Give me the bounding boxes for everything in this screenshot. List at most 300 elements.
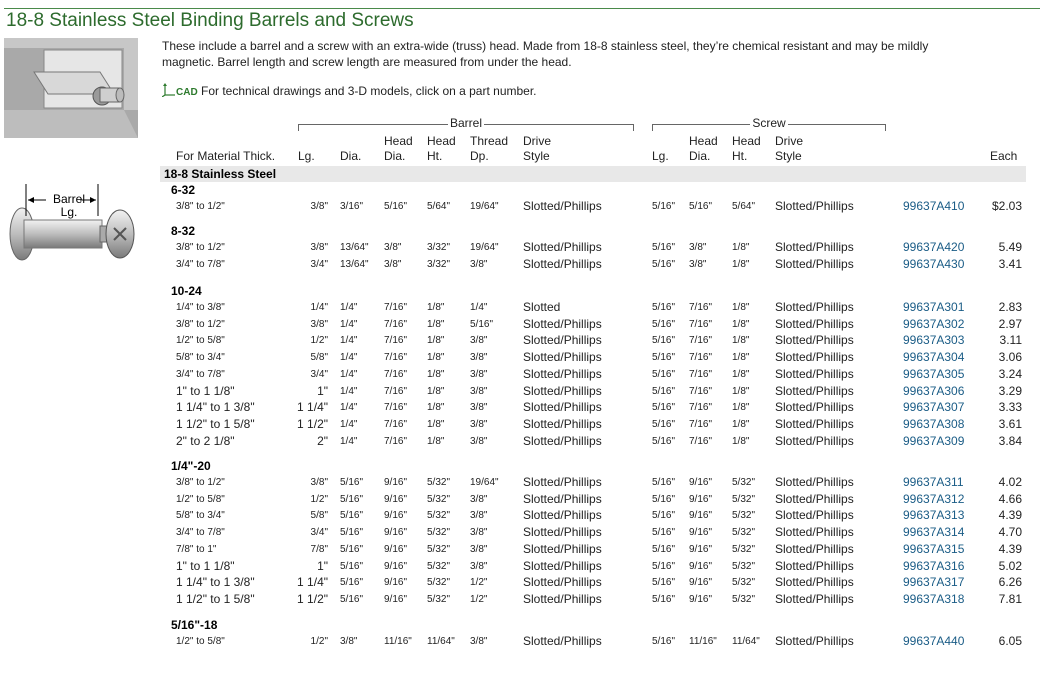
unit-price: 4.66 — [998, 491, 1022, 506]
screw-head-diameter: 7/16" — [689, 418, 713, 430]
screw-length: 5/16" — [652, 477, 676, 488]
barrel-diameter: 1/4" — [340, 318, 358, 330]
material-thickness: 3/4" to 7/8" — [176, 527, 225, 539]
screw-head-height: 1/8" — [732, 242, 750, 253]
screw-length: 5/16" — [652, 201, 676, 212]
barrel-head-height: 5/32" — [427, 510, 451, 522]
page-title: 18-8 Stainless Steel Binding Barrels and Screws — [6, 10, 414, 31]
screw-drive-style: Slotted/Phillips — [775, 400, 854, 415]
barrel-head-height: 1/8" — [427, 418, 445, 430]
barrel-head-height: 5/32" — [427, 593, 451, 605]
barrel-length: 3/4" — [310, 368, 328, 380]
material-band — [160, 166, 1026, 182]
barrel-drive-style: Slotted/Phillips — [523, 366, 602, 381]
part-number-link[interactable]: 99637A440 — [903, 634, 965, 648]
part-number-link[interactable]: 99637A314 — [903, 525, 965, 540]
material-thickness: 1" to 1 1/8" — [176, 558, 235, 573]
barrel-head-diameter: 7/16" — [384, 302, 408, 313]
part-number-link[interactable]: 99637A316 — [903, 558, 965, 573]
barrel-length: 3/8" — [310, 318, 328, 330]
material-thickness: 5/8" to 3/4" — [176, 510, 225, 522]
barrel-diameter: 13/64" — [340, 258, 369, 270]
barrel-head-diameter: 9/16" — [384, 510, 408, 522]
product-description: These include a barrel and a screw with an extra-wide (truss) head. Made from 18-8 stainless steel, they’re chemical resistant and may be mildly magnetic. Barrel length and screw length are measured from under the head. — [162, 39, 929, 69]
thread-depth: 19/64" — [470, 242, 499, 253]
barrel-head-height: 5/32" — [427, 493, 451, 505]
barrel-drive-style: Slotted/Phillips — [523, 634, 602, 648]
barrel-drive-style: Slotted/Phillips — [523, 491, 602, 506]
part-number-link[interactable]: 99637A430 — [903, 256, 965, 271]
material-thickness: 1 1/4" to 1 3/8" — [176, 575, 255, 590]
material-thickness: 2" to 2 1/8" — [176, 433, 235, 448]
part-number-link[interactable]: 99637A311 — [903, 475, 964, 489]
barrel-head-height: 5/32" — [427, 560, 451, 572]
barrel-group-label: Barrel — [449, 116, 482, 130]
section-thread-size: 5/16"-18 — [171, 618, 218, 632]
barrel-diameter: 3/8" — [340, 636, 358, 647]
unit-price: 2.83 — [998, 300, 1022, 314]
screw-head-height: 1/8" — [732, 435, 750, 447]
header-barrel-head-dia: Head Dia. — [384, 134, 413, 163]
screw-head-diameter: 5/16" — [689, 201, 713, 212]
material-thickness: 3/4" to 7/8" — [176, 368, 225, 380]
screw-drive-style: Slotted/Phillips — [775, 541, 854, 556]
barrel-length: 1 1/4" — [297, 575, 328, 590]
screw-length: 5/16" — [652, 560, 676, 572]
barrel-drive-style: Slotted/Phillips — [523, 383, 602, 398]
barrel-head-diameter: 5/16" — [384, 201, 408, 212]
barrel-diameter: 1/4" — [340, 368, 358, 380]
material-thickness: 3/8" to 1/2" — [176, 318, 225, 330]
barrel-head-diameter: 3/8" — [384, 242, 402, 253]
screw-group — [652, 116, 886, 130]
section-thread-size: 10-24 — [171, 284, 202, 298]
screw-head-diameter: 11/16" — [689, 636, 717, 647]
screw-drive-style: Slotted/Phillips — [775, 350, 854, 365]
unit-price: 4.70 — [998, 525, 1022, 540]
thread-depth: 3/8" — [470, 258, 488, 270]
barrel-drive-style: Slotted/Phillips — [523, 508, 602, 523]
barrel-head-height: 11/64" — [427, 636, 455, 647]
screw-drive-style: Slotted/Phillips — [775, 366, 854, 381]
screw-head-diameter: 7/16" — [689, 435, 713, 447]
screw-head-diameter: 9/16" — [689, 560, 713, 572]
screw-group-label: Screw — [752, 116, 786, 130]
unit-price: 5.02 — [998, 558, 1022, 573]
part-number-link[interactable]: 99637A305 — [903, 366, 965, 381]
header-barrel-length: Lg. — [298, 149, 315, 163]
screw-head-height: 5/64" — [732, 201, 756, 212]
screw-drive-style: Slotted/Phillips — [775, 333, 854, 348]
thread-depth: 3/8" — [470, 560, 488, 572]
thread-depth: 3/8" — [470, 636, 488, 647]
thread-depth: 3/8" — [470, 543, 488, 555]
unit-price: 4.39 — [998, 541, 1022, 556]
barrel-drive-style: Slotted/Phillips — [523, 416, 602, 431]
barrel-diameter: 5/16" — [340, 510, 364, 522]
barrel-head-height: 1/8" — [427, 385, 445, 397]
screw-length: 5/16" — [652, 510, 676, 522]
barrel-diameter: 5/16" — [340, 493, 364, 505]
screw-head-height: 1/8" — [732, 318, 750, 330]
barrel-diameter: 1/4" — [340, 302, 358, 313]
barrel-head-height: 5/32" — [427, 527, 451, 539]
thread-depth: 3/8" — [470, 385, 488, 397]
unit-price: 4.02 — [998, 475, 1022, 489]
screw-head-height: 11/64" — [732, 636, 760, 647]
screw-drive-style: Slotted/Phillips — [775, 416, 854, 431]
unit-price: $2.03 — [991, 199, 1022, 213]
cad-note-text: For technical drawings and 3-D models, click on a part number. — [201, 84, 537, 98]
screw-head-diameter: 7/16" — [689, 368, 713, 380]
screw-length: 5/16" — [652, 352, 676, 364]
part-number-link[interactable]: 99637A315 — [903, 541, 965, 556]
thread-depth: 3/8" — [470, 418, 488, 430]
material-thickness: 5/8" to 3/4" — [176, 352, 225, 364]
barrel-diameter: 5/16" — [340, 527, 364, 539]
thread-depth: 3/8" — [470, 510, 488, 522]
screw-drive-style: Slotted/Phillips — [775, 575, 854, 590]
header-barrel-diameter: Dia. — [340, 149, 362, 163]
thread-depth: 3/8" — [470, 402, 488, 414]
screw-drive-style: Slotted/Phillips — [775, 316, 854, 331]
screw-length: 5/16" — [652, 418, 676, 430]
screw-head-height: 5/32" — [732, 493, 756, 505]
diagram-label: Barrel Lg. — [52, 192, 85, 219]
material-thickness: 3/8" to 1/2" — [176, 201, 225, 212]
part-number-link[interactable]: 99637A307 — [903, 400, 965, 415]
screw-drive-style: Slotted/Phillips — [775, 240, 854, 254]
header-screw-drive-style: Drive Style — [775, 134, 804, 163]
barrel-drive-style: Slotted/Phillips — [523, 400, 602, 415]
screw-length: 5/16" — [652, 435, 676, 447]
material-label: 18-8 Stainless Steel — [164, 167, 277, 181]
barrel-drive-style: Slotted/Phillips — [523, 333, 602, 348]
screw-head-diameter: 9/16" — [689, 527, 713, 539]
screw-head-height: 5/32" — [732, 593, 756, 605]
cad-icon — [162, 83, 176, 97]
screw-head-height: 5/32" — [732, 560, 756, 572]
unit-price: 3.84 — [998, 433, 1022, 448]
barrel-drive-style: Slotted/Phillips — [523, 199, 602, 213]
screw-drive-style: Slotted/Phillips — [775, 256, 854, 271]
part-number-link[interactable]: 99637A302 — [903, 316, 965, 331]
thread-depth: 1/4" — [470, 302, 488, 313]
barrel-diameter: 5/16" — [340, 560, 364, 572]
screw-length: 5/16" — [652, 242, 676, 253]
screw-head-height: 5/32" — [732, 527, 756, 539]
unit-price: 2.97 — [998, 316, 1022, 331]
screw-drive-style: Slotted/Phillips — [775, 525, 854, 540]
barrel-head-height: 3/32" — [427, 258, 451, 270]
screw-length: 5/16" — [652, 335, 676, 347]
screw-drive-style: Slotted/Phillips — [775, 433, 854, 448]
screw-head-diameter: 7/16" — [689, 302, 713, 313]
thread-depth: 1/2" — [470, 577, 488, 589]
screw-length: 5/16" — [652, 258, 676, 270]
barrel-head-diameter: 9/16" — [384, 593, 408, 605]
screw-drive-style: Slotted/Phillips — [775, 558, 854, 573]
thread-depth: 3/8" — [470, 352, 488, 364]
cad-icon-label: CAD — [176, 87, 198, 98]
unit-price: 3.11 — [999, 333, 1022, 348]
part-number-link[interactable]: 99637A303 — [903, 333, 965, 348]
barrel-head-diameter: 9/16" — [384, 543, 408, 555]
title-rule — [4, 8, 1040, 9]
part-number-link[interactable]: 99637A312 — [903, 491, 965, 506]
unit-price: 3.29 — [998, 383, 1022, 398]
screw-head-height: 5/32" — [732, 543, 756, 555]
unit-price: 5.49 — [998, 240, 1022, 254]
barrel-head-diameter: 3/8" — [384, 258, 402, 270]
barrel-length: 5/8" — [310, 352, 328, 364]
barrel-head-height: 1/8" — [427, 318, 445, 330]
screw-head-diameter: 9/16" — [689, 543, 713, 555]
unit-price: 3.41 — [998, 256, 1022, 271]
material-thickness: 1/2" to 5/8" — [176, 636, 225, 647]
screw-head-diameter: 7/16" — [689, 352, 713, 364]
barrel-drive-style: Slotted/Phillips — [523, 558, 602, 573]
barrel-diameter: 1/4" — [340, 402, 358, 414]
barrel-head-height: 5/32" — [427, 477, 451, 488]
screw-length: 5/16" — [652, 402, 676, 414]
barrel-diameter: 13/64" — [340, 242, 369, 253]
barrel-head-diameter: 7/16" — [384, 402, 408, 414]
barrel-length: 1/4" — [310, 302, 328, 313]
part-number-link[interactable]: 99637A308 — [903, 416, 965, 431]
barrel-head-diameter: 9/16" — [384, 477, 408, 488]
part-number-link[interactable]: 99637A317 — [903, 575, 965, 590]
screw-head-height: 1/8" — [732, 302, 750, 313]
barrel-head-height: 1/8" — [427, 435, 445, 447]
barrel-diameter: 3/16" — [340, 201, 364, 212]
barrel-head-diameter: 7/16" — [384, 352, 408, 364]
screw-head-height: 1/8" — [732, 402, 750, 414]
barrel-length: 1" — [317, 558, 328, 573]
header-material-thick: For Material Thick. — [176, 149, 276, 163]
barrel-drive-style: Slotted/Phillips — [523, 475, 602, 489]
barrel-head-height: 5/32" — [427, 543, 451, 555]
unit-price: 6.26 — [998, 575, 1022, 590]
screw-drive-style: Slotted/Phillips — [775, 199, 854, 213]
barrel-head-height: 1/8" — [427, 352, 445, 364]
screw-head-height: 1/8" — [732, 418, 750, 430]
barrel-head-diameter: 9/16" — [384, 560, 408, 572]
barrel-drive-style: Slotted/Phillips — [523, 433, 602, 448]
barrel-drive-style: Slotted/Phillips — [523, 541, 602, 556]
unit-price: 4.39 — [998, 508, 1022, 523]
screw-head-diameter: 9/16" — [689, 593, 713, 605]
thread-depth: 3/8" — [470, 368, 488, 380]
barrel-diameter: 1/4" — [340, 435, 358, 447]
screw-head-height: 1/8" — [732, 352, 750, 364]
screw-drive-style: Slotted/Phillips — [775, 508, 854, 523]
barrel-length: 3/8" — [310, 242, 328, 253]
barrel-diameter: 1/4" — [340, 352, 358, 364]
barrel-diameter: 5/16" — [340, 593, 364, 605]
barrel-drive-style: Slotted/Phillips — [523, 316, 602, 331]
barrel-length: 1/2" — [310, 335, 328, 347]
barrel-length: 2" — [317, 433, 328, 448]
barrel-length: 1 1/4" — [297, 400, 328, 415]
barrel-head-diameter: 7/16" — [384, 335, 408, 347]
barrel-length: 1/2" — [310, 636, 328, 647]
material-thickness: 3/8" to 1/2" — [176, 477, 225, 488]
barrel-length: 1" — [317, 383, 328, 398]
screw-head-height: 1/8" — [732, 335, 750, 347]
screw-length: 5/16" — [652, 318, 676, 330]
screw-drive-style: Slotted/Phillips — [775, 383, 854, 398]
barrel-length: 7/8" — [310, 543, 328, 555]
barrel-head-height: 1/8" — [427, 302, 445, 313]
section-thread-size: 6-32 — [171, 183, 196, 197]
screw-head-height: 1/8" — [732, 368, 750, 380]
part-number-link[interactable]: 99637A313 — [903, 508, 965, 523]
header-screw-head-dia: Head Dia. — [689, 134, 718, 163]
barrel-drive-style: Slotted/Phillips — [523, 525, 602, 540]
header-thread-depth: Thread Dp. — [470, 134, 509, 163]
screw-head-diameter: 3/8" — [689, 258, 707, 270]
material-thickness: 7/8" to 1" — [176, 543, 217, 555]
screw-head-diameter: 7/16" — [689, 385, 713, 397]
screw-length: 5/16" — [652, 577, 676, 589]
screw-length: 5/16" — [652, 385, 676, 397]
thread-depth: 3/8" — [470, 435, 488, 447]
screw-head-diameter: 7/16" — [689, 335, 713, 347]
thread-depth: 3/8" — [470, 527, 488, 539]
material-thickness: 1/4" to 3/8" — [176, 302, 225, 313]
barrel-length: 3/4" — [310, 527, 328, 539]
unit-price: 3.24 — [998, 366, 1022, 381]
barrel-length: 3/4" — [310, 258, 328, 270]
material-thickness: 1/2" to 5/8" — [176, 493, 225, 505]
barrel-drive-style: Slotted — [523, 300, 561, 314]
screw-drive-style: Slotted/Phillips — [775, 300, 854, 314]
barrel-length: 3/8" — [310, 477, 328, 488]
unit-price: 7.81 — [998, 591, 1022, 606]
barrel-head-diameter: 7/16" — [384, 318, 408, 330]
screw-head-diameter: 7/16" — [689, 318, 713, 330]
barrel-head-height: 3/32" — [427, 242, 451, 253]
screw-drive-style: Slotted/Phillips — [775, 634, 854, 648]
section-thread-size: 8-32 — [171, 224, 196, 238]
screw-head-height: 1/8" — [732, 385, 750, 397]
barrel-head-diameter: 9/16" — [384, 577, 408, 589]
barrel-head-diameter: 11/16" — [384, 636, 412, 647]
barrel-length: 3/8" — [310, 201, 328, 212]
barrel-head-height: 1/8" — [427, 368, 445, 380]
barrel-diameter: 1/4" — [340, 385, 358, 397]
barrel-diameter: 5/16" — [340, 543, 364, 555]
barrel-length: 1/2" — [310, 493, 328, 505]
barrel-head-diameter: 7/16" — [384, 435, 408, 447]
barrel-length: 1 1/2" — [297, 591, 328, 606]
section-thread-size: 1/4"-20 — [171, 459, 211, 473]
screw-head-diameter: 9/16" — [689, 493, 713, 505]
screw-head-height: 5/32" — [732, 577, 756, 589]
screw-head-diameter: 3/8" — [689, 242, 707, 253]
screw-length: 5/16" — [652, 527, 676, 539]
header-barrel-head-ht: Head Ht. — [427, 134, 456, 163]
barrel-drive-style: Slotted/Phillips — [523, 575, 602, 590]
part-number-link[interactable]: 99637A410 — [903, 199, 965, 213]
part-number-link[interactable]: 99637A306 — [903, 383, 965, 398]
material-thickness: 1 1/4" to 1 3/8" — [176, 400, 255, 415]
barrel-diameter: 5/16" — [340, 577, 364, 589]
thread-depth: 5/16" — [470, 318, 494, 330]
barrel-head-height: 1/8" — [427, 335, 445, 347]
barrel-drive-style: Slotted/Phillips — [523, 350, 602, 365]
thread-depth: 3/8" — [470, 335, 488, 347]
barrel-head-height: 5/32" — [427, 577, 451, 589]
screw-head-diameter: 9/16" — [689, 510, 713, 522]
barrel-head-diameter: 9/16" — [384, 527, 408, 539]
barrel-group — [298, 116, 634, 130]
barrel-diameter: 1/4" — [340, 418, 358, 430]
screw-length: 5/16" — [652, 543, 676, 555]
part-number-link[interactable]: 99637A420 — [903, 240, 965, 254]
barrel-drive-style: Slotted/Phillips — [523, 240, 602, 254]
screw-head-diameter: 9/16" — [689, 577, 713, 589]
unit-price: 3.61 — [998, 416, 1022, 431]
unit-price: 3.06 — [998, 350, 1022, 365]
screw-length: 5/16" — [652, 368, 676, 380]
screw-head-height: 1/8" — [732, 258, 750, 270]
thread-depth: 1/2" — [470, 593, 488, 605]
part-number-link[interactable]: 99637A301 — [903, 300, 965, 314]
material-thickness: 1 1/2" to 1 5/8" — [176, 416, 255, 431]
screw-drive-style: Slotted/Phillips — [775, 491, 854, 506]
barrel-head-height: 5/64" — [427, 201, 451, 212]
barrel-head-diameter: 7/16" — [384, 385, 408, 397]
barrel-drive-style: Slotted/Phillips — [523, 591, 602, 606]
screw-drive-style: Slotted/Phillips — [775, 591, 854, 606]
barrel-length: 5/8" — [310, 510, 328, 522]
barrel-head-diameter: 7/16" — [384, 368, 408, 380]
part-number-link[interactable]: 99637A309 — [903, 433, 965, 448]
screw-drive-style: Slotted/Phillips — [775, 475, 854, 489]
header-screw-length: Lg. — [652, 149, 669, 163]
unit-price: 3.33 — [998, 400, 1022, 415]
part-number-link[interactable]: 99637A304 — [903, 350, 965, 365]
screw-length: 5/16" — [652, 593, 676, 605]
part-number-link[interactable]: 99637A318 — [903, 591, 965, 606]
material-thickness: 1 1/2" to 1 5/8" — [176, 591, 255, 606]
header-each-price: Each — [990, 149, 1018, 163]
thread-depth: 3/8" — [470, 493, 488, 505]
material-thickness: 3/4" to 7/8" — [176, 258, 225, 270]
barrel-diameter: 1/4" — [340, 335, 358, 347]
thread-depth: 19/64" — [470, 201, 499, 212]
cad-note — [162, 83, 537, 98]
barrel-diameter: 5/16" — [340, 477, 364, 488]
material-thickness: 1" to 1 1/8" — [176, 383, 235, 398]
barrel-head-diameter: 9/16" — [384, 493, 408, 505]
screw-length: 5/16" — [652, 493, 676, 505]
screw-head-height: 5/32" — [732, 510, 756, 522]
barrel-length: 1 1/2" — [297, 416, 328, 431]
header-screw-head-ht: Head Ht. — [732, 134, 761, 163]
thread-depth: 19/64" — [470, 477, 499, 488]
screw-length: 5/16" — [652, 636, 676, 647]
unit-price: 6.05 — [998, 634, 1022, 648]
screw-head-diameter: 7/16" — [689, 402, 713, 414]
material-thickness: 1/2" to 5/8" — [176, 335, 225, 347]
barrel-head-diameter: 7/16" — [384, 418, 408, 430]
screw-head-diameter: 9/16" — [689, 477, 713, 488]
screw-head-height: 5/32" — [732, 477, 756, 488]
material-thickness: 3/8" to 1/2" — [176, 242, 225, 253]
